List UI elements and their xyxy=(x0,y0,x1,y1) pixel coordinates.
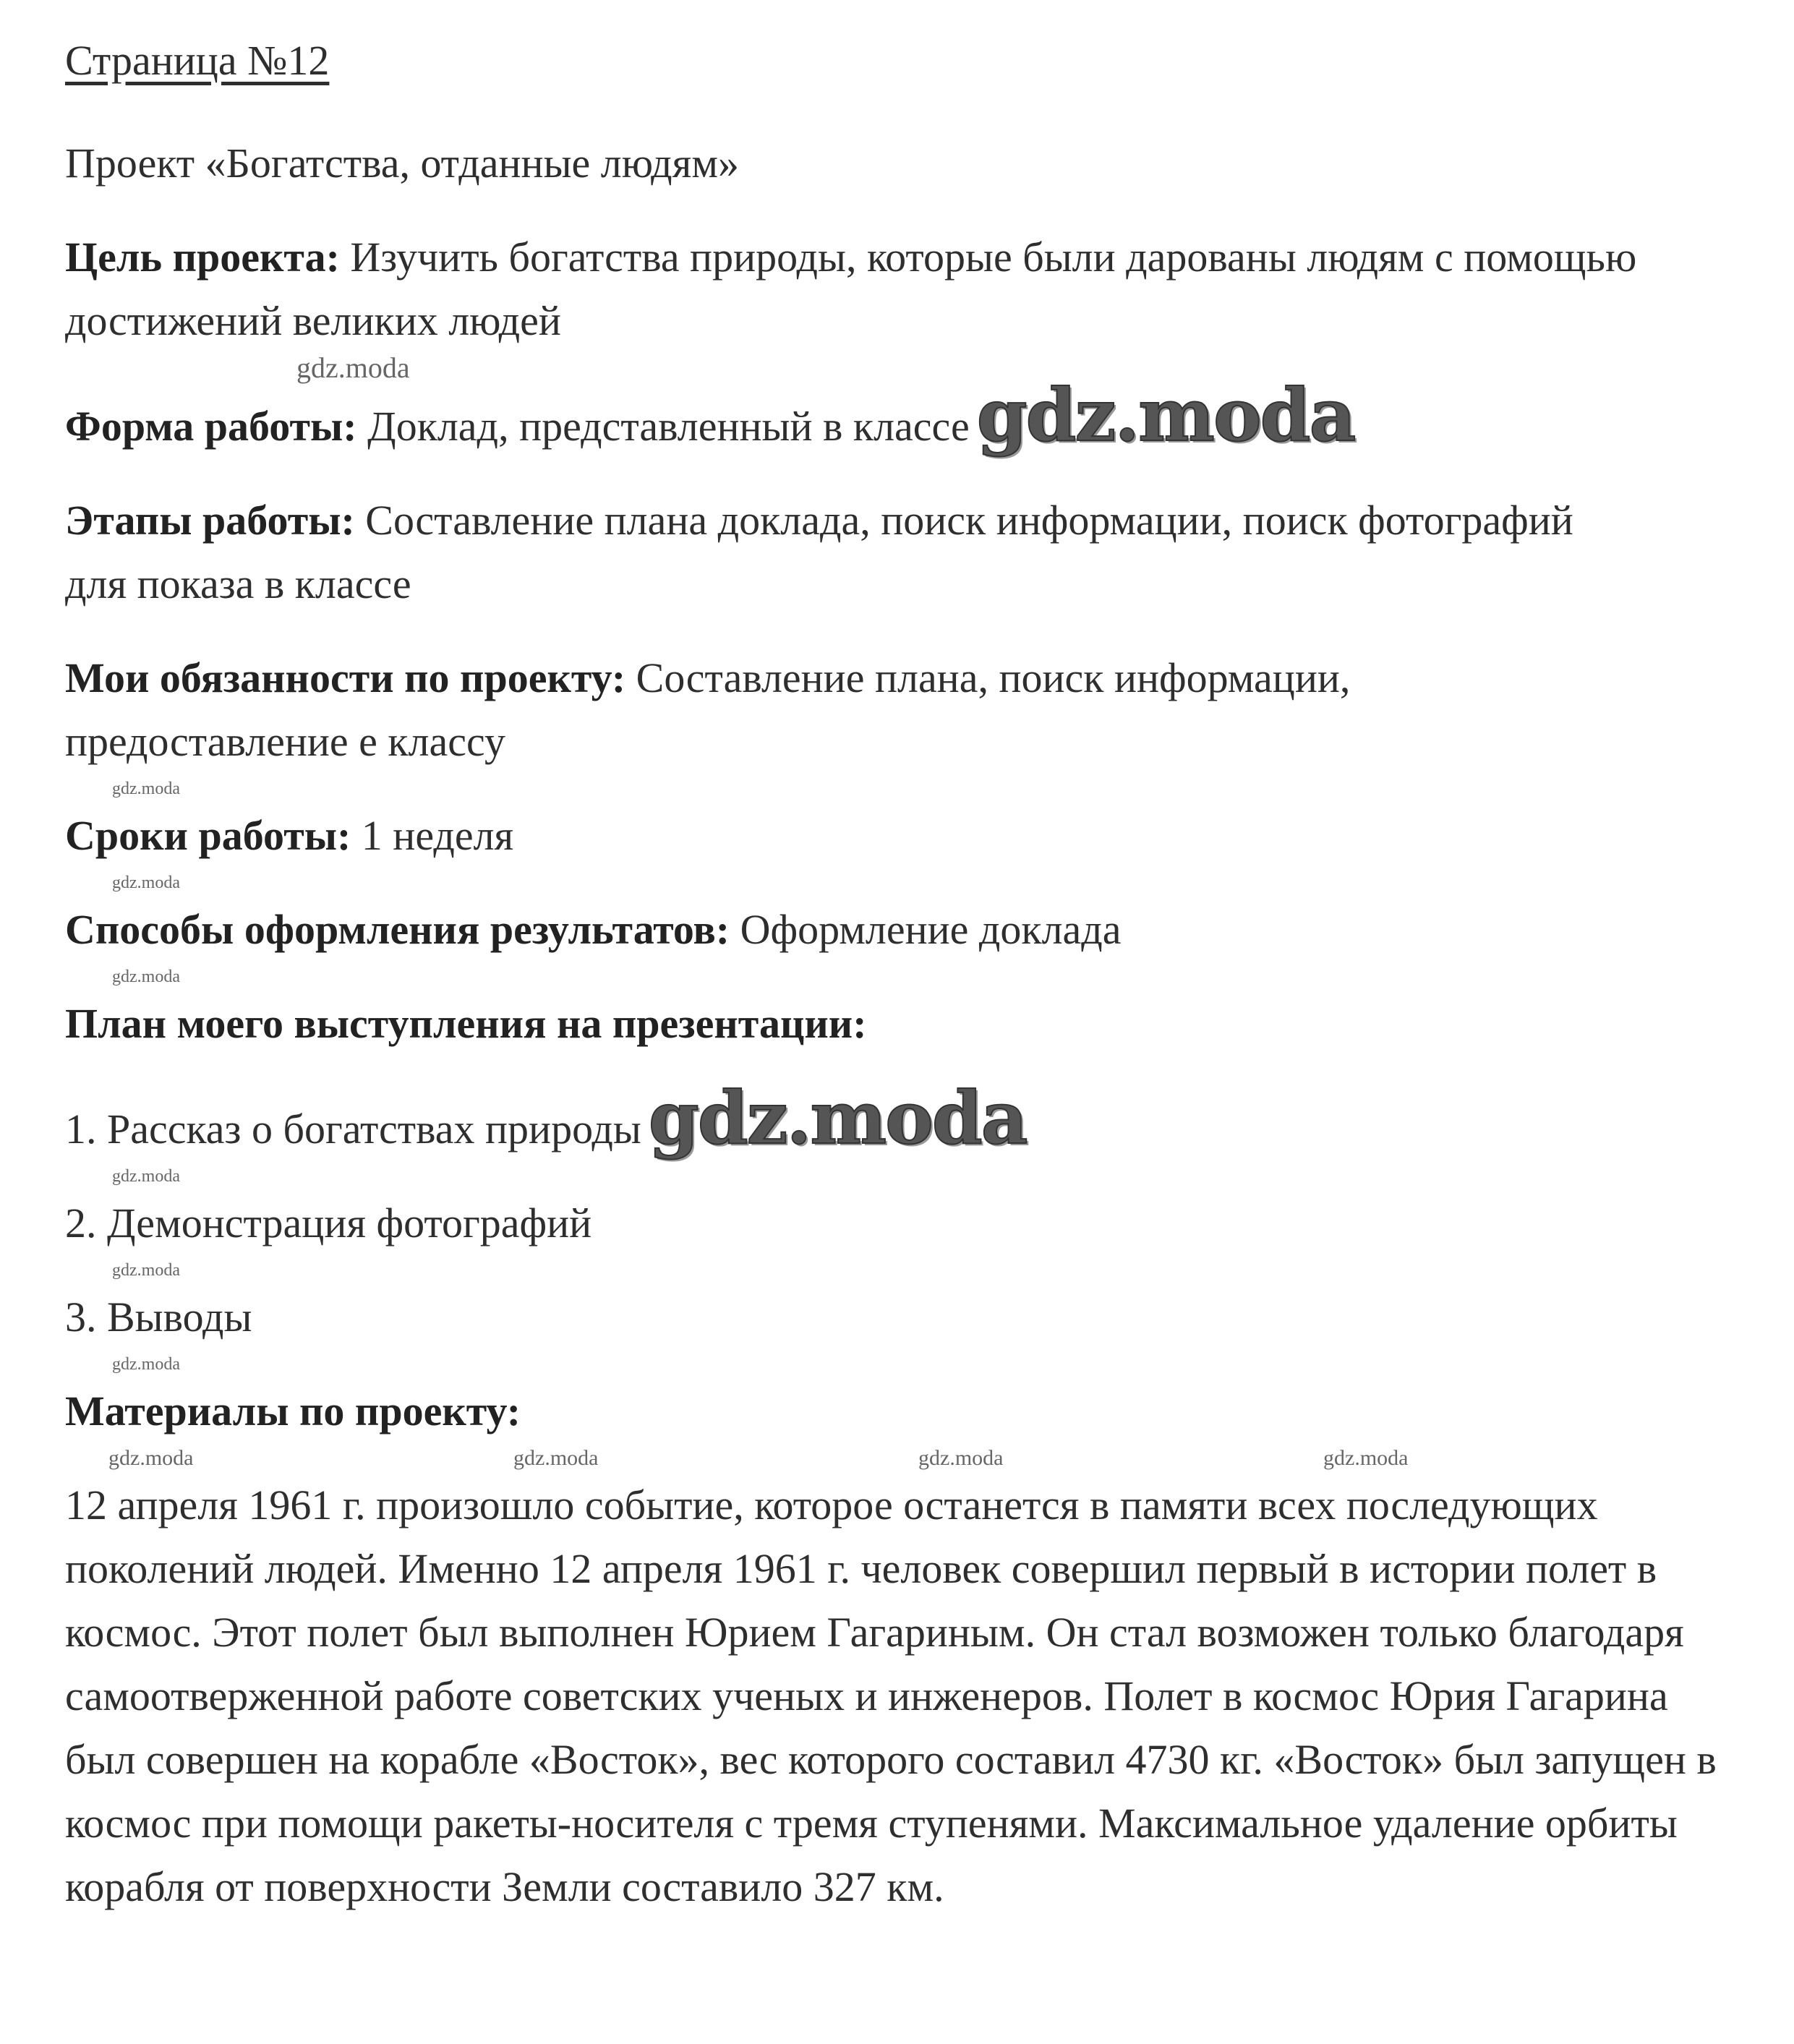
section-goal xyxy=(65,226,1699,353)
plan-item: 2. Демонстрация фотографий xyxy=(65,1200,592,1247)
section-label: Мои обязанности по проекту: xyxy=(65,654,626,701)
section-text: Оформление доклада xyxy=(730,906,1122,953)
watermark: gdz.moda xyxy=(296,351,410,384)
plan-item-text: 1. Рассказ о богатствах природы xyxy=(65,1106,641,1153)
section-stages xyxy=(65,489,1584,616)
section-label: Форма работы: xyxy=(65,403,357,450)
watermark: gdz.moda xyxy=(1323,1446,1409,1470)
section-label: Сроки работы: xyxy=(65,812,351,859)
watermark: gdz.moda xyxy=(112,1261,180,1280)
section-text: Доклад, представленный в классе xyxy=(356,403,970,450)
section-label: Цель проекта: xyxy=(65,234,340,281)
watermark: gdz.moda xyxy=(112,1355,180,1374)
watermark-row xyxy=(65,1443,1729,1474)
section-label: Способы оформления результатов: xyxy=(65,906,730,953)
watermark: gdz.moda xyxy=(112,779,180,798)
section-terms xyxy=(65,804,1728,868)
plan-item xyxy=(65,1075,1728,1161)
section-text: 1 неделя xyxy=(351,812,514,859)
project-title: Проект «Богатства, отданные людям» xyxy=(65,140,740,187)
watermark: gdz.moda xyxy=(112,873,180,892)
section-results xyxy=(65,898,1728,962)
watermark: gdz.moda xyxy=(513,1446,599,1470)
plan-heading xyxy=(65,992,1728,1056)
page-title: Страница №12 xyxy=(65,37,330,84)
section-text: Составление плана доклада, поиск информации, поиск фотографий для показа в классе xyxy=(65,497,1573,607)
plan-item: 3. Выводы xyxy=(65,1293,252,1340)
watermark: gdz.moda xyxy=(918,1446,1004,1470)
section-label: Этапы работы: xyxy=(65,497,355,544)
section-text: Составление плана, поиск информации, предоставление е классу xyxy=(65,654,1351,765)
section-duties xyxy=(65,646,1584,774)
watermark: gdz.moda xyxy=(108,1446,194,1470)
plan-heading-text: План моего выступления на презентации: xyxy=(65,1000,867,1047)
section-text: Изучить богатства природы, которые были дарованы людям с помощью достижений великих людей xyxy=(65,234,1637,344)
watermark: gdz.moda xyxy=(976,372,1355,458)
materials-heading xyxy=(65,1380,1728,1443)
watermark: gdz.moda xyxy=(112,967,180,986)
materials-text: 12 апреля 1961 г. произошло событие, которое останется в памяти всех последующих поколений людей. Именно 12 апреля 1961 г. человек совершил первый в истории полет в космос. Этот полет был выполнен Юрием Гагариным. Он стал возможен только благодаря самоотверженной работе советских ученых и инженеров. Полет в космос Юрия Гагарина был совершен на корабле «Восток», вес которого составил 4730 кг. «Восток» был запущен в космос при помощи ракеты-носителя с тремя ступенями. Максимальное удаление орбиты корабля от поверхности Земли составило 327 км. xyxy=(65,1481,1717,1910)
watermark: gdz.moda xyxy=(112,1167,180,1186)
watermark: gdz.moda xyxy=(648,1075,1027,1160)
materials-heading-text: Материалы по проекту: xyxy=(65,1387,521,1434)
section-form xyxy=(65,372,1728,458)
